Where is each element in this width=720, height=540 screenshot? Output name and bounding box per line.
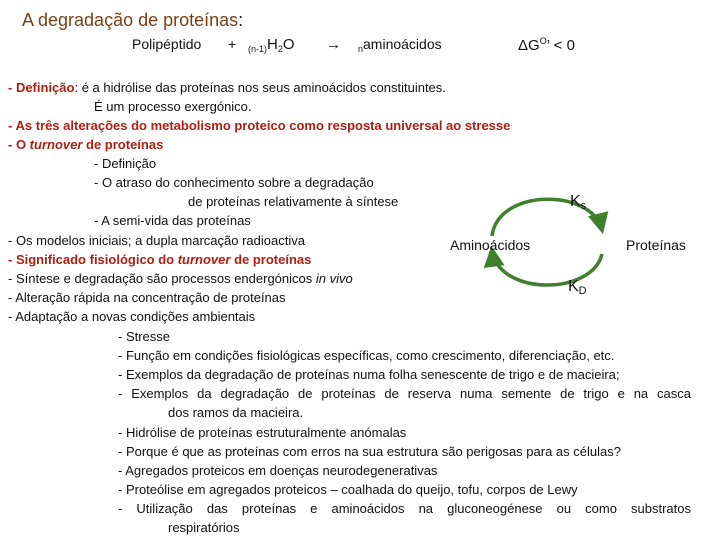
turnover-word: turnover [29, 137, 83, 152]
utilizacao-item: - Utilização das proteínas e aminoácidos na gluconeogénese ou como substratos [118, 501, 691, 516]
hidrolise-item: - Hidrólise de proteínas estruturalmente anómalas [118, 425, 407, 440]
aminoacidos-label: Aminoácidos [450, 237, 531, 253]
funcao-item: - Função em condições fisiológicas específicas, como crescimento, diferenciação, etc. [118, 348, 615, 363]
turnover-prefix: - O [8, 137, 30, 152]
exemplos-reserva-item: - Exemplos da degradação de proteínas de reserva numa semente de trigo e na casca [118, 386, 691, 401]
sintese-italic: in vivo [315, 271, 353, 286]
exemplos-reserva-continued: dos ramos da macieira. [168, 405, 304, 420]
kd-main: K [568, 278, 579, 295]
exemplos-folha-item: - Exemplos da degradação de proteínas numa folha senescente de trigo e de macieira; [118, 367, 620, 382]
proteolise-item: - Proteólise em agregados proteicos – coalhada do queijo, tofu, corpos de Lewy [118, 482, 578, 497]
significado-suffix: de proteínas [230, 252, 312, 267]
definicao-item: - Definição [94, 156, 157, 171]
turnover-heading [8, 136, 163, 154]
exergonic-line: É um processo exergónico. [94, 99, 252, 114]
ks-label [570, 193, 586, 212]
definition-text: : é a hidrólise das proteínas nos seus aminoácidos constituintes. [74, 80, 446, 95]
product-coefficient: n [358, 44, 364, 54]
plus-sign: + [228, 36, 237, 52]
reactant-label: Polipéptido [132, 36, 202, 52]
product-term [358, 36, 442, 54]
proteinas-label: Proteínas [626, 237, 686, 253]
atraso-item-continued: de proteínas relativamente à síntese [188, 194, 399, 209]
water-coefficient: (n-1) [248, 44, 268, 54]
kd-subscript: D [578, 285, 587, 297]
delta-g-superscript: O [539, 36, 547, 46]
adaptacao-line: - Adaptação a novas condições ambientais [8, 309, 256, 324]
page-title [22, 10, 243, 31]
water-h: H [267, 36, 278, 53]
three-alterations-heading: - As três alterações do metabolismo proteico como resposta universal ao stresse [8, 118, 511, 133]
delta-g-symbol: ΔG [518, 37, 540, 54]
significado-heading [8, 251, 311, 269]
sintese-line [8, 270, 353, 288]
title-text: A degradação de proteínas [22, 10, 239, 30]
ks-subscript: s [580, 200, 587, 212]
kd-label [568, 278, 587, 297]
water-term [248, 36, 295, 54]
sintese-text: - Síntese e degradação são processos endergónicos [8, 271, 316, 286]
stresse-item: - Stresse [118, 329, 171, 344]
delta-g [518, 36, 575, 54]
utilizacao-continued: respiratórios [168, 520, 240, 535]
significado-word: turnover [177, 252, 231, 267]
delta-g-relation: ’ < 0 [546, 37, 575, 54]
definition-label: - Definição [8, 80, 75, 95]
atraso-item: - O atraso do conhecimento sobre a degradação [94, 175, 374, 190]
title-colon: : [238, 10, 244, 30]
turnover-suffix: de proteínas [82, 137, 164, 152]
agregados-item: - Agregados proteicos em doenças neurodegenerativas [118, 463, 438, 478]
alteracao-line: - Alteração rápida na concentração de proteínas [8, 290, 286, 305]
reaction-arrow-icon: → [326, 36, 341, 53]
water-2: 2 [277, 44, 283, 54]
modelos-line: - Os modelos iniciais; a dupla marcação radioactiva [8, 233, 305, 248]
porque-item: - Porque é que as proteínas com erros na sua estrutura são perigosas para as células? [118, 444, 621, 459]
definition-line [8, 79, 446, 97]
semivida-item: - A semi-vida das proteínas [94, 213, 251, 228]
product-label: aminoácidos [363, 36, 442, 52]
ks-main: K [570, 193, 581, 210]
significado-prefix: - Significado fisiológico do [8, 252, 178, 267]
water-o: O [282, 36, 295, 53]
